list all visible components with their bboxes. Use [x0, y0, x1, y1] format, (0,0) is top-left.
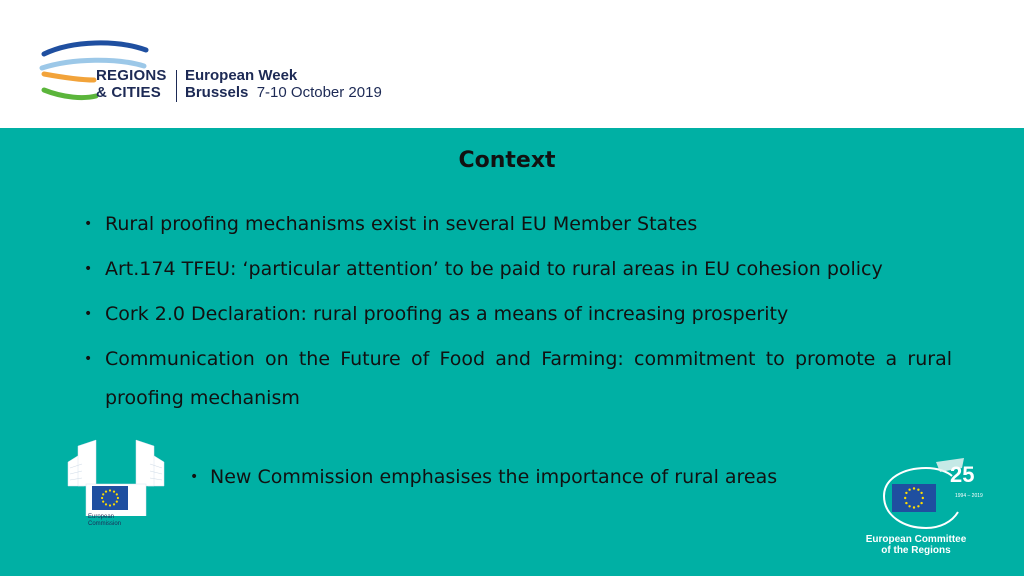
logo-line-cities: & CITIES	[96, 84, 161, 101]
event-name: European Week	[185, 67, 298, 84]
ec-label-line2: Commission	[88, 521, 122, 527]
sub-bullet-item: • New Commission emphasises the importance of rural areas	[190, 458, 777, 497]
cor-label-line2: of the Regions	[881, 545, 951, 556]
regions-cities-logo	[96, 67, 167, 101]
cor-anniversary-years: 1994 – 2019	[955, 493, 983, 499]
event-info	[185, 67, 382, 101]
slide-title: Context	[458, 148, 556, 173]
bullet-item: • Art.174 TFEU: ‘particular attention’ to be paid to rural areas in EU cohesion policy	[84, 250, 952, 289]
bullet-item: • Rural proofing mechanisms exist in several EU Member States	[84, 205, 952, 244]
cor-label	[862, 534, 970, 556]
european-commission-logo-icon	[64, 336, 168, 516]
event-city: Brussels	[185, 84, 249, 101]
logo-line-regions: REGIONS	[96, 67, 167, 84]
bullet-item: • Cork 2.0 Declaration: rural proofing as a means of increasing prosperity	[84, 295, 952, 334]
event-dates: 7-10 October 2019	[256, 84, 382, 101]
european-commission-label	[88, 514, 121, 528]
logo-divider	[176, 70, 177, 102]
slide-header	[0, 0, 1024, 128]
cor-label-line1: European Committee	[865, 534, 967, 545]
ec-label-line1: European	[88, 514, 115, 520]
cor-anniversary-number: 25	[950, 462, 975, 487]
bullet-item: • Communication on the Future of Food and Farming: commitment to promote a rural proofing mechanism	[84, 340, 952, 418]
bullet-list	[84, 205, 952, 424]
